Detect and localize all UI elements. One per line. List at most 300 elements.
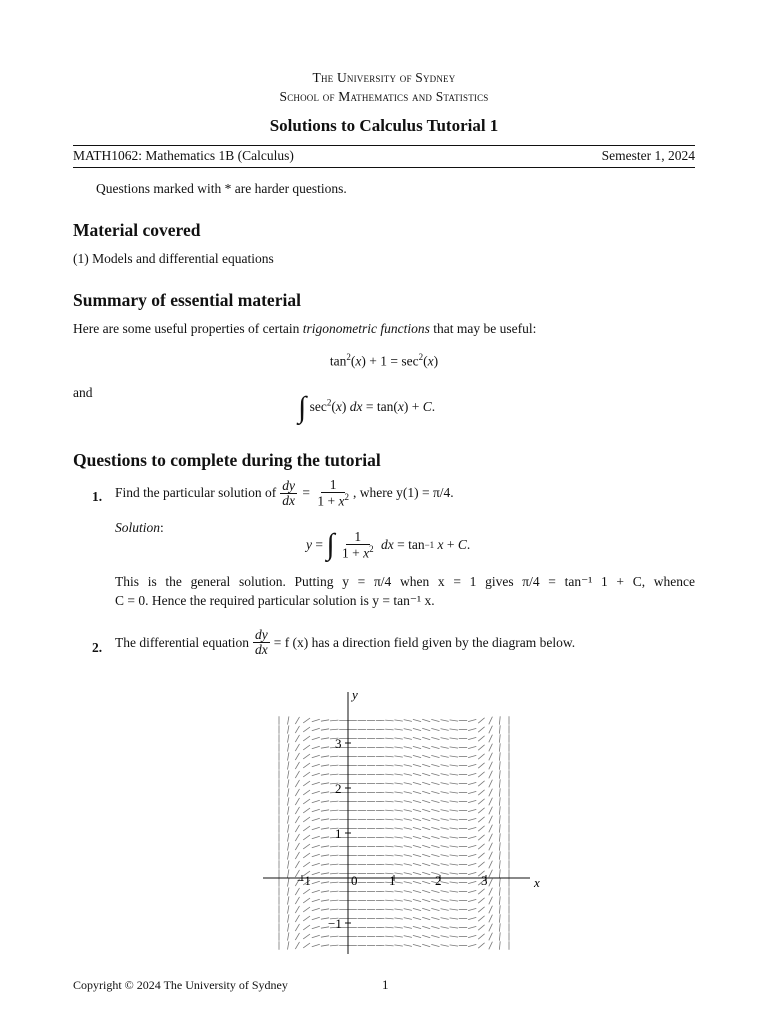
slope-segment: [450, 765, 458, 766]
slope-segment: [312, 917, 320, 920]
slope-segment: [431, 782, 439, 784]
slope-segment: [404, 882, 412, 884]
slope-segment: [499, 752, 500, 760]
slope-segment: [312, 809, 320, 812]
university-name: The University of Sydney: [312, 70, 456, 85]
slope-segment: [499, 734, 500, 742]
slope-segment: [441, 891, 449, 893]
slope-segment: [499, 896, 500, 904]
slope-segment: [468, 854, 476, 856]
slope-segment: [404, 927, 412, 929]
slope-segment: [478, 745, 484, 750]
slope-segment: [288, 869, 289, 877]
slope-segment: [312, 764, 320, 767]
slope-segment: [303, 745, 310, 750]
slope-segment: [330, 945, 338, 946]
slope-segment: [288, 887, 289, 895]
slope-segment: [295, 933, 299, 940]
slope-segment: [295, 924, 299, 931]
slope-segment: [330, 756, 338, 757]
slope-segment: [295, 780, 299, 787]
slope-segment: [288, 806, 289, 814]
slope-segment: [321, 864, 329, 865]
slope-segment: [404, 801, 412, 803]
slope-segment: [413, 926, 421, 928]
document-title: Solutions to Calculus Tutorial 1: [269, 116, 499, 135]
slope-segment: [431, 755, 439, 757]
slope-segment: [431, 791, 439, 793]
slope-segment: [450, 720, 458, 721]
slope-segment: [468, 755, 476, 757]
slope-segment: [404, 900, 412, 902]
x-tick-label: 3: [481, 873, 488, 888]
slope-segment: [394, 801, 402, 802]
slope-segment: [489, 879, 493, 887]
slope-segment: [450, 882, 458, 883]
slope-segment: [478, 898, 484, 903]
slope-segment: [288, 941, 289, 949]
question-2-lead: The differential equation: [115, 634, 249, 650]
slope-segment: [468, 800, 476, 802]
slope-segment: [450, 801, 458, 802]
slope-segment: [394, 900, 402, 901]
dy-dx-fraction: $\frac{dy}{dx}$: [282, 477, 295, 508]
slope-segment: [312, 944, 320, 947]
slope-segment: [295, 744, 299, 751]
page-number: 1: [382, 977, 389, 992]
slope-segment: [441, 936, 449, 938]
summary-intro: [73, 321, 536, 337]
slope-segment: [450, 873, 458, 874]
slope-segment: [431, 836, 439, 838]
slope-segments: [279, 716, 509, 949]
slope-segment: [394, 810, 402, 811]
slope-segment: [499, 833, 500, 841]
slope-segment: [321, 774, 329, 775]
slope-segment: [288, 752, 289, 760]
slope-segment: [450, 729, 458, 730]
slope-segment: [394, 927, 402, 928]
slope-segment: [413, 737, 421, 739]
slope-segment: [422, 899, 430, 902]
and-word: and: [73, 385, 93, 400]
slope-segment: [431, 908, 439, 910]
slope-segment: [321, 873, 329, 874]
slope-segment: [478, 790, 484, 795]
slope-segment: [422, 908, 430, 911]
slope-segment: [321, 846, 329, 847]
slope-segment: [499, 743, 500, 751]
slope-segment: [422, 881, 430, 884]
slope-segment: [431, 764, 439, 766]
slope-segment: [450, 900, 458, 901]
slope-segment: [295, 843, 299, 850]
slope-segment: [499, 851, 500, 859]
slope-segment: [385, 783, 393, 784]
slope-segment: [321, 855, 329, 856]
slope-segment: [499, 914, 500, 922]
slope-segment: [288, 779, 289, 787]
slope-segment: [312, 827, 320, 830]
slope-segment: [394, 945, 402, 946]
slope-segment: [394, 783, 402, 784]
slope-segment: [413, 773, 421, 775]
slope-segment: [404, 855, 412, 857]
slope-segment: [489, 798, 493, 806]
slope-segment: [450, 918, 458, 919]
slope-segment: [394, 738, 402, 739]
slope-segment: [394, 774, 402, 775]
slope-segment: [295, 888, 299, 895]
slope-segment: [288, 716, 289, 724]
slope-segment: [413, 755, 421, 757]
slope-segment: [422, 845, 430, 848]
slope-segment: [489, 852, 493, 860]
slope-segment: [385, 729, 393, 730]
slope-segment: [385, 738, 393, 739]
slope-segment: [394, 837, 402, 838]
slope-segment: [489, 753, 493, 761]
summary-heading: Summary of essential material: [73, 290, 301, 310]
integral-equation: ∫ $\sec^2(x)$ dx = tan(x) + C.: [298, 391, 436, 424]
slope-segment: [295, 897, 299, 904]
slope-segment: [422, 737, 430, 740]
material-item: (1) Models and differential equations: [73, 251, 274, 266]
slope-segment: [385, 756, 393, 757]
slope-segment: [468, 917, 476, 919]
slope-segment: [413, 935, 421, 937]
slope-segment: [321, 891, 329, 892]
questions-heading: Questions to complete during the tutorial: [73, 450, 381, 470]
slope-segment: [468, 773, 476, 775]
slope-segment: [303, 907, 310, 912]
slope-segment: [303, 763, 310, 768]
slope-segment: [295, 717, 299, 724]
slope-segment: [303, 943, 310, 948]
slope-segment: [385, 810, 393, 811]
slope-segment: [330, 900, 338, 901]
slope-segment: [478, 754, 484, 759]
slope-segment: [303, 718, 310, 723]
slope-segment: [312, 746, 320, 749]
slope-segment: [321, 765, 329, 766]
slope-segment: [413, 863, 421, 865]
slope-segment: [499, 932, 500, 940]
question-1-text: Find the particular solution of $\frac{dy}{dx}$ = $\frac{1}{1 + x^2}$ , where y(1) = π/4.: [115, 477, 454, 509]
slope-segment: [441, 900, 449, 902]
slope-segment: [288, 932, 289, 940]
slope-segment: [404, 747, 412, 749]
slope-segment: [478, 844, 484, 849]
slope-segment: [499, 923, 500, 931]
x-axis-label: x: [534, 875, 540, 890]
slope-segment: [441, 846, 449, 848]
slope-segment: [295, 798, 299, 805]
slope-segment: [321, 783, 329, 784]
slope-segment: [394, 882, 402, 883]
slope-segment: [468, 737, 476, 739]
slope-segment: [404, 765, 412, 767]
slope-segment: [468, 719, 476, 721]
slope-segment: [330, 801, 338, 802]
slope-segment: [312, 719, 320, 722]
slope-segment: [478, 736, 484, 741]
slope-segment: [468, 836, 476, 838]
slope-segment: [385, 774, 393, 775]
slope-segment: [312, 773, 320, 776]
slope-segment: [499, 788, 500, 796]
slope-segment: [478, 943, 484, 948]
slope-segment: [295, 726, 299, 733]
slope-segment: [499, 878, 500, 886]
slope-segment: [394, 792, 402, 793]
slope-segment: [478, 772, 484, 777]
slope-segment: [489, 924, 493, 932]
slope-segment: [450, 783, 458, 784]
slope-segment: [394, 828, 402, 829]
slope-segment: [431, 746, 439, 748]
slope-segment: [288, 815, 289, 823]
slope-segment: [295, 735, 299, 742]
slope-segment: [422, 773, 430, 776]
slope-segment: [431, 737, 439, 739]
slope-segment: [441, 909, 449, 911]
slope-segment: [303, 925, 310, 930]
slope-segment: [431, 845, 439, 847]
slope-segment: [330, 936, 338, 937]
slope-segment: [450, 747, 458, 748]
slope-segment: [413, 746, 421, 748]
slope-segment: [312, 881, 320, 884]
slope-segment: [330, 774, 338, 775]
slope-segment: [478, 934, 484, 939]
slope-segment: [441, 864, 449, 866]
slope-segment: [330, 810, 338, 811]
slope-segment: [288, 761, 289, 769]
slope-segment: [394, 891, 402, 892]
one-over-fraction: $\frac{1}{1 + x^2}$: [317, 477, 349, 509]
slope-segment: [321, 837, 329, 838]
slope-segment: [441, 918, 449, 920]
slope-segment: [422, 890, 430, 893]
slope-segment: [413, 836, 421, 838]
slope-segment: [312, 800, 320, 803]
slope-segment: [441, 792, 449, 794]
slope-segment: [478, 889, 484, 894]
slope-segment: [450, 819, 458, 820]
slope-segment: [321, 936, 329, 937]
solution-paragraph-line2: C = 0. Hence the required particular solution is y = tan⁻¹ x.: [115, 593, 435, 608]
slope-segment: [489, 942, 493, 950]
slope-segment: [478, 817, 484, 822]
slope-segment: [321, 729, 329, 730]
x-tick-label: 0: [351, 873, 358, 888]
slope-segment: [413, 764, 421, 766]
slope-segment: [295, 753, 299, 760]
slope-segment: [312, 863, 320, 866]
slope-segment: [404, 837, 412, 839]
slope-segment: [404, 918, 412, 920]
slope-segment: [330, 765, 338, 766]
slope-segment: [288, 923, 289, 931]
slope-segment: [431, 890, 439, 892]
slope-segment: [385, 747, 393, 748]
slope-segment: [295, 807, 299, 814]
slope-segment: [404, 792, 412, 794]
slope-segment: [489, 861, 493, 869]
slope-segment: [478, 781, 484, 786]
slope-segment: [441, 783, 449, 785]
slope-segment: [499, 779, 500, 787]
slope-segment: [468, 899, 476, 901]
slope-segment: [312, 782, 320, 785]
slope-segment: [489, 843, 493, 851]
slope-segment: [499, 824, 500, 832]
slope-segment: [422, 782, 430, 785]
slope-segment: [413, 899, 421, 901]
slope-segment: [478, 925, 484, 930]
slope-segment: [321, 792, 329, 793]
material-heading: Material covered: [73, 220, 201, 240]
slope-segment: [450, 837, 458, 838]
slope-segment: [312, 728, 320, 731]
slope-segment: [288, 770, 289, 778]
slope-segment: [321, 801, 329, 802]
slope-segment: [441, 729, 449, 731]
slope-segment: [312, 935, 320, 938]
slope-segment: [288, 788, 289, 796]
slope-segment: [468, 926, 476, 928]
slope-segment: [413, 845, 421, 847]
slope-segment: [394, 729, 402, 730]
slope-segment: [413, 728, 421, 730]
slope-segment: [321, 756, 329, 757]
slope-segment: [312, 854, 320, 857]
solution-equation: y = ∫ $\frac{1}{1 + x^2}$ dx = tan −1 x + C .: [306, 528, 471, 562]
slope-segment: [468, 944, 476, 946]
slope-segment: [394, 936, 402, 937]
slope-segment: [422, 872, 430, 875]
slope-segment: [385, 900, 393, 901]
slope-segment: [422, 944, 430, 947]
slope-segment: [422, 863, 430, 866]
slope-segment: [385, 864, 393, 865]
slope-segment: [422, 791, 430, 794]
slope-segment: [312, 836, 320, 839]
slope-segment: [450, 855, 458, 856]
slope-segment: [441, 720, 449, 722]
slope-segment: [321, 819, 329, 820]
slope-segment: [431, 944, 439, 946]
slope-segment: [321, 738, 329, 739]
slope-segment: [321, 828, 329, 829]
slope-segment: [295, 852, 299, 859]
slope-segment: [441, 882, 449, 884]
slope-segment: [385, 720, 393, 721]
question-1-lead: Find the particular solution of: [115, 485, 277, 501]
slope-segment: [413, 908, 421, 910]
slope-segment: [468, 818, 476, 820]
slope-segment: [404, 756, 412, 758]
slope-segment: [441, 774, 449, 776]
slope-segment: [441, 837, 449, 839]
solution-paragraph-line1: This is the general solution. Putting y = π/4 when x = 1 gives π/4 = tan⁻¹ 1 + C, whence: [115, 574, 695, 589]
slope-segment: [303, 727, 310, 732]
slope-segment: [422, 746, 430, 749]
slope-segment: [413, 917, 421, 919]
slope-segment: [413, 854, 421, 856]
slope-segment: [321, 900, 329, 901]
header-bottom-rule: [73, 167, 695, 168]
slope-segment: [404, 783, 412, 785]
slope-segment: [478, 763, 484, 768]
slope-segment: [431, 935, 439, 937]
slope-segment: [468, 908, 476, 910]
slope-segment: [450, 828, 458, 829]
slope-segment: [295, 942, 299, 949]
slope-segment: [499, 905, 500, 913]
slope-segment: [450, 909, 458, 910]
slope-segment: [450, 936, 458, 937]
slope-segment: [489, 780, 493, 788]
slope-segment: [478, 853, 484, 858]
slope-segment: [441, 756, 449, 758]
slope-segment: [330, 720, 338, 721]
slope-segment: [489, 906, 493, 914]
summary-italic-text: trigonometric functions: [302, 321, 430, 336]
slope-segment: [499, 815, 500, 823]
identity-equation: $\tan^2(x) + 1 = \sec^2(x)$: [329, 352, 439, 369]
slope-segment: [489, 717, 493, 725]
copyright: Copyright © 2024 The University of Sydney: [73, 978, 288, 992]
slope-segment: [468, 881, 476, 883]
slope-segment: [303, 736, 310, 741]
slope-segment: [431, 818, 439, 820]
slope-segment: [468, 935, 476, 937]
slope-segment: [499, 716, 500, 724]
slope-segment: [288, 860, 289, 868]
slope-segment: [295, 816, 299, 823]
slope-segment: [404, 873, 412, 875]
slope-segment: [385, 909, 393, 910]
slope-segment: [330, 909, 338, 910]
slope-segment: [413, 890, 421, 892]
slope-segment: [499, 725, 500, 733]
slope-segment: [385, 801, 393, 802]
header-top-rule: [73, 145, 695, 146]
slope-segment: [450, 792, 458, 793]
slope-segment: [394, 918, 402, 919]
slope-segment: [404, 945, 412, 947]
slope-segment: [499, 761, 500, 769]
slope-segment: [385, 837, 393, 838]
slope-segment: [431, 773, 439, 775]
slope-segment: [489, 816, 493, 824]
slope-segment: [431, 809, 439, 811]
slope-segment: [468, 890, 476, 892]
question-2-number: 2.: [92, 640, 103, 655]
slope-segment: [404, 738, 412, 740]
x-tick-label: 1: [389, 873, 396, 888]
solution-label: Solution:: [115, 520, 164, 535]
slope-segment: [422, 917, 430, 920]
dy-dx-fraction-2: $\frac{dy}{dx}$: [254, 627, 268, 658]
slope-segment: [295, 825, 299, 832]
slope-segment: [413, 809, 421, 811]
slope-segment: [441, 810, 449, 812]
question-2-text: [115, 628, 575, 657]
slope-segment: [422, 719, 430, 722]
